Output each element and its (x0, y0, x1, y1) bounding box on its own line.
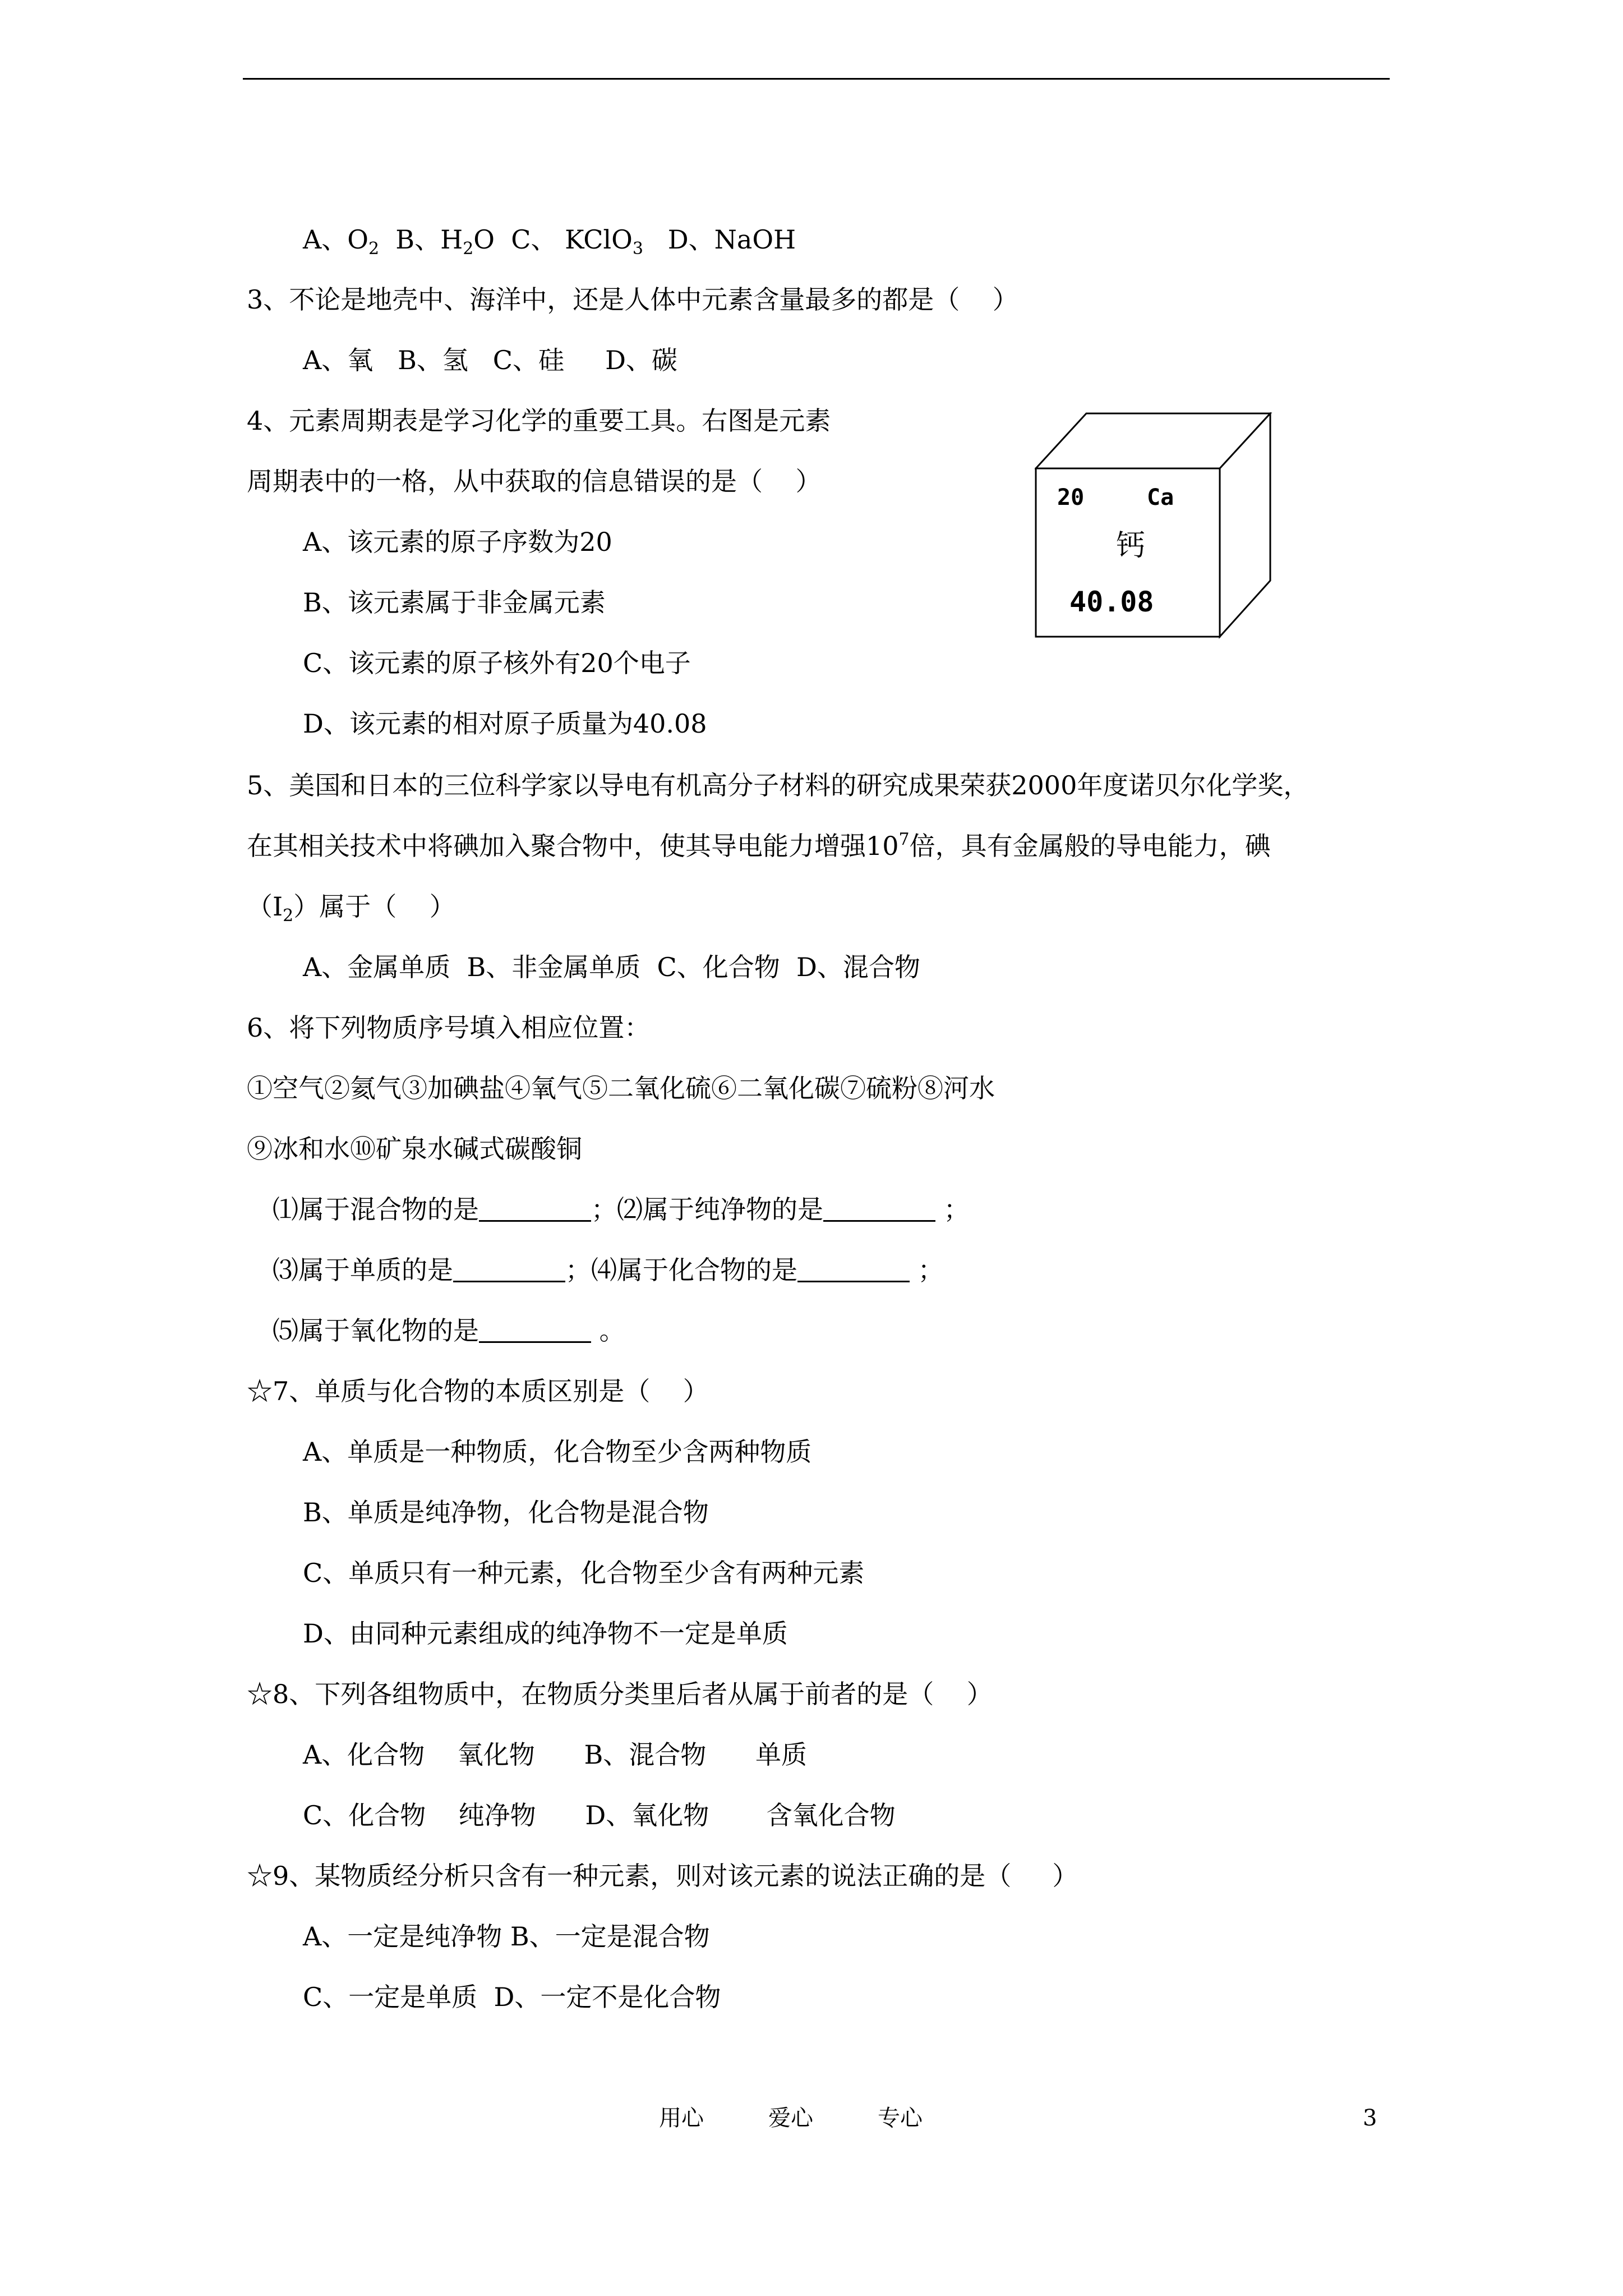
q3-options: A、氧 B、氢 C、硅 D、碳 (303, 345, 677, 375)
q8-stem: ☆8、下列各组物质中，在物质分类里后者从属于前者的是（ ） (247, 1679, 993, 1709)
q5-line3: $(I_2)$属于（ ） (247, 891, 455, 926)
q3-stem: 3、不论是地壳中、海洋中，还是人体中元素含量最多的都是（ ） (247, 284, 1018, 315)
q6-stem: 6、将下列物质序号填入相应位置： (247, 1013, 651, 1043)
q7-option-c: C、单质只有一种元素，化合物至少含有两种元素 (303, 1558, 865, 1588)
header-rule (243, 78, 1390, 80)
q8-options-row2: C、化合物 纯净物 D、氧化物 含氧化合物 (303, 1800, 896, 1830)
element-symbol: Ca (1147, 485, 1174, 510)
q9-options-row2: C、一定是单质 D、一定不是化合物 (303, 1982, 721, 2012)
q4-option-a: A、该元素的原子序数为20 (303, 527, 612, 557)
answer-blank[interactable] (797, 1258, 910, 1282)
q6-part1: ⑴属于混合物的是 ；⑵属于纯净物的是 ； (273, 1194, 970, 1225)
atomic-number: 20 (1057, 485, 1085, 510)
answer-blank[interactable] (479, 1319, 591, 1343)
q5-line1: 5、美国和日本的三位科学家以导电有机高分子材料的研究成果荣获2000年度诺贝尔化学奖， (247, 770, 1310, 800)
q4-option-d: D、该元素的相对原子质量为40.08 (303, 708, 707, 739)
atomic-mass: 40.08 (1069, 586, 1154, 618)
q6-part3: ⑸属于氧化物的是 。 (273, 1315, 625, 1346)
footer-motto-3: 专心 (878, 2105, 923, 2131)
q2-options: A、$O_2$ B、$H_2O$ C、 KClO$_3$ D、NaOH (303, 224, 796, 259)
q7-stem: ☆7、单质与化合物的本质区别是（ ） (247, 1376, 709, 1406)
q9-options-row1: A、一定是纯净物 B、一定是混合物 (303, 1921, 710, 1952)
page-number: 3 (1363, 2105, 1377, 2131)
periodic-cell-figure (1035, 412, 1273, 642)
q6-items-line1: ①空气②氦气③加碘盐④氧气⑤二氧化硫⑥二氧化碳⑦硫粉⑧河水 (247, 1073, 995, 1103)
answer-blank[interactable] (453, 1258, 565, 1282)
q7-option-a: A、单质是一种物质，化合物至少含两种物质 (303, 1437, 812, 1467)
q4-stem-line2: 周期表中的一格，从中获取的信息错误的是（ ） (247, 466, 822, 496)
q8-options-row1: A、化合物 氧化物 B、混合物 单质 (303, 1740, 807, 1770)
q4-option-b: B、该元素属于非金属元素 (303, 587, 606, 618)
answer-blank[interactable] (823, 1198, 935, 1222)
footer-motto-1: 用心 (659, 2105, 704, 2131)
q7-option-d: D、由同种元素组成的纯净物不一定是单质 (303, 1618, 788, 1649)
q5-options: A、金属单质 B、非金属单质 C、化合物 D、混合物 (303, 952, 920, 982)
footer-motto-2: 爱心 (768, 2105, 813, 2131)
q6-items-line2: ⑨冰和水⑩矿泉水碱式碳酸铜 (247, 1134, 582, 1164)
q4-option-c: C、该元素的原子核外有20个电子 (303, 648, 691, 678)
q4-stem-line1: 4、元素周期表是学习化学的重要工具。右图是元素 (247, 406, 831, 436)
q7-option-b: B、单质是纯净物，化合物是混合物 (303, 1497, 709, 1527)
q6-part2: ⑶属于单质的是 ；⑷属于化合物的是 ； (273, 1255, 944, 1285)
answer-blank[interactable] (479, 1198, 591, 1222)
q9-stem: ☆9、某物质经分析只含有一种元素，则对该元素的说法正确的是（ ） (247, 1861, 1078, 1891)
element-name: 钙 (1116, 529, 1146, 563)
q5-line2: 在其相关技术中将碘加入聚合物中，使其导电能力增强$10^7$倍，具有金属般的导电能力，碘 (247, 830, 1271, 861)
